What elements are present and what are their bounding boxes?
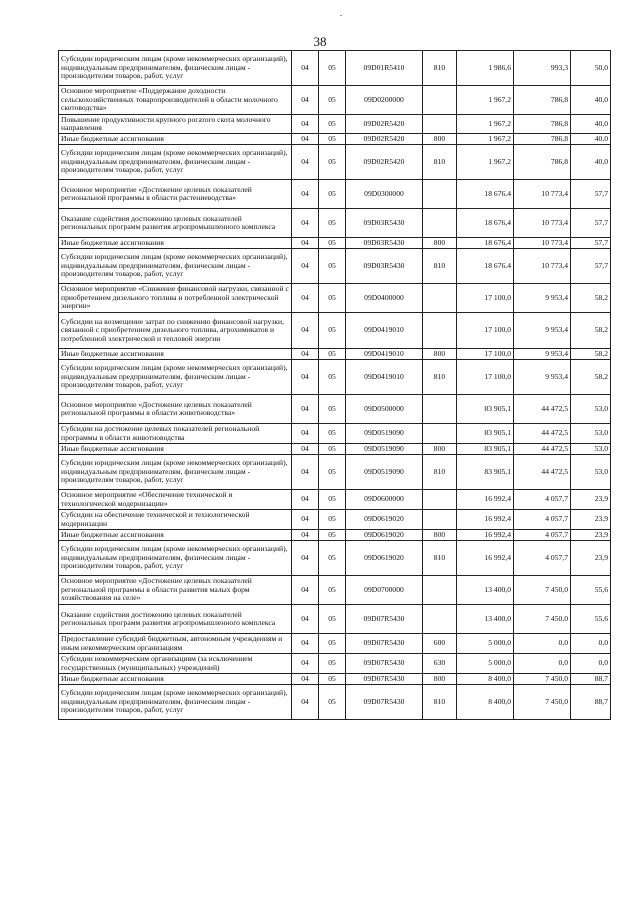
row-rz: 04 <box>292 530 319 541</box>
table-body <box>59 51 611 720</box>
row-fact: 44 472,5 <box>514 424 571 444</box>
row-fact: 4 057,7 <box>514 490 571 510</box>
row-name: Субсидии юридическим лицам (кроме некоммерческих организаций), индивидуальным предпринимателям, физическим лицам - производителям товаров, работ, услуг <box>59 685 292 720</box>
table-row <box>59 395 611 424</box>
row-fact: 7 450,0 <box>514 576 571 605</box>
row-vr: 810 <box>423 685 457 720</box>
row-csr: 09D07R5430 <box>346 605 423 634</box>
table-row <box>59 115 611 134</box>
row-name: Субсидии юридическим лицам (кроме некоммерческих организаций), индивидуальным предпринимателям, физическим лицам - производителям товаров, работ, услуг <box>59 51 292 86</box>
row-rz: 04 <box>292 444 319 455</box>
row-percent: 40,0 <box>571 145 611 180</box>
row-name: Субсидии юридическим лицам (кроме некоммерческих организаций), индивидуальным предпринимателям, физическим лицам - производителям товаров, работ, услуг <box>59 145 292 180</box>
row-fact: 786,8 <box>514 86 571 115</box>
row-plan: 17 100,0 <box>457 284 514 313</box>
row-fact: 10 773,4 <box>514 249 571 284</box>
row-percent: 58,2 <box>571 349 611 360</box>
row-fact: 993,3 <box>514 51 571 86</box>
row-vr <box>423 605 457 634</box>
row-fact: 9 953,4 <box>514 313 571 349</box>
row-name: Основное мероприятие «Достижение целевых показателей региональной программы в области животноводства» <box>59 395 292 424</box>
row-vr: 810 <box>423 51 457 86</box>
row-name: Иные бюджетные ассигнования <box>59 530 292 541</box>
row-name: Субсидии юридическим лицам (кроме некоммерческих организаций), индивидуальным предпринимателям, физическим лицам - производителям товаров, работ, услуг <box>59 249 292 284</box>
row-plan: 8 400,0 <box>457 685 514 720</box>
row-pr: 05 <box>319 360 346 395</box>
row-fact: 44 472,5 <box>514 455 571 490</box>
row-percent: 23,9 <box>571 530 611 541</box>
row-plan: 83 905,1 <box>457 444 514 455</box>
row-csr: 09D03R5430 <box>346 238 423 249</box>
scan-mark <box>340 15 342 16</box>
row-csr: 09D0400000 <box>346 284 423 313</box>
table-row <box>59 530 611 541</box>
row-pr: 05 <box>319 238 346 249</box>
row-plan: 17 100,0 <box>457 313 514 349</box>
row-percent: 23,9 <box>571 510 611 530</box>
row-pr: 05 <box>319 51 346 86</box>
row-csr: 09D02R5420 <box>346 115 423 134</box>
row-pr: 05 <box>319 424 346 444</box>
row-rz: 04 <box>292 313 319 349</box>
row-plan: 18 676,4 <box>457 249 514 284</box>
row-name: Повышение продуктивности крупного рогатого скота молочного направления <box>59 115 292 134</box>
row-plan: 1 967,2 <box>457 134 514 145</box>
row-csr: 09D0419010 <box>346 313 423 349</box>
row-rz: 04 <box>292 424 319 444</box>
row-rz: 04 <box>292 209 319 238</box>
page-number: 38 <box>313 34 327 49</box>
row-percent: 53,0 <box>571 455 611 490</box>
row-pr: 05 <box>319 490 346 510</box>
row-fact: 7 450,0 <box>514 605 571 634</box>
row-pr: 05 <box>319 349 346 360</box>
row-name: Субсидии на возмещение затрат по снижению финансовой нагрузки, связанной с приобретением дизельного топлива, агрохимикатов и потребленной электрической и тепловой энергии <box>59 313 292 349</box>
row-name: Субсидии юридическим лицам (кроме некоммерческих организаций), индивидуальным предпринимателям, физическим лицам - производителям товаров, работ, услуг <box>59 360 292 395</box>
row-percent: 57,7 <box>571 249 611 284</box>
row-vr <box>423 490 457 510</box>
table-row <box>59 313 611 349</box>
row-pr: 05 <box>319 134 346 145</box>
row-csr: 09D0519090 <box>346 424 423 444</box>
row-name: Субсидии на достижение целевых показателей региональной программы в области животноводства <box>59 424 292 444</box>
row-vr: 810 <box>423 455 457 490</box>
row-fact: 9 953,4 <box>514 349 571 360</box>
row-percent: 23,9 <box>571 541 611 576</box>
table-row <box>59 654 611 674</box>
row-pr: 05 <box>319 313 346 349</box>
row-pr: 05 <box>319 284 346 313</box>
row-vr: 810 <box>423 541 457 576</box>
row-csr: 09D0600000 <box>346 490 423 510</box>
row-name: Основное мероприятие «Обеспечение технической и технологической модернизации» <box>59 490 292 510</box>
row-csr: 09D01R5410 <box>346 51 423 86</box>
row-vr: 800 <box>423 674 457 685</box>
row-vr <box>423 209 457 238</box>
row-pr: 05 <box>319 654 346 674</box>
row-vr: 600 <box>423 634 457 654</box>
row-rz: 04 <box>292 490 319 510</box>
row-percent: 57,7 <box>571 209 611 238</box>
table-row <box>59 180 611 209</box>
row-percent: 40,0 <box>571 86 611 115</box>
row-pr: 05 <box>319 86 346 115</box>
row-plan: 1 967,2 <box>457 115 514 134</box>
row-percent: 57,7 <box>571 238 611 249</box>
table-row <box>59 576 611 605</box>
row-fact: 10 773,4 <box>514 238 571 249</box>
row-vr <box>423 395 457 424</box>
table-row <box>59 490 611 510</box>
row-fact: 10 773,4 <box>514 180 571 209</box>
row-plan: 18 676,4 <box>457 209 514 238</box>
row-pr: 05 <box>319 530 346 541</box>
table-row <box>59 134 611 145</box>
row-name: Иные бюджетные ассигнования <box>59 134 292 145</box>
row-percent: 40,0 <box>571 134 611 145</box>
row-vr: 630 <box>423 654 457 674</box>
row-rz: 04 <box>292 455 319 490</box>
row-vr <box>423 86 457 115</box>
row-plan: 16 992,4 <box>457 490 514 510</box>
row-plan: 5 000,0 <box>457 654 514 674</box>
row-rz: 04 <box>292 634 319 654</box>
row-plan: 13 400,0 <box>457 576 514 605</box>
row-pr: 05 <box>319 685 346 720</box>
row-pr: 05 <box>319 145 346 180</box>
row-name: Иные бюджетные ассигнования <box>59 444 292 455</box>
row-plan: 16 992,4 <box>457 510 514 530</box>
row-percent: 0,0 <box>571 654 611 674</box>
row-name: Иные бюджетные ассигнования <box>59 349 292 360</box>
row-vr <box>423 576 457 605</box>
row-fact: 4 057,7 <box>514 541 571 576</box>
row-pr: 05 <box>319 209 346 238</box>
row-plan: 16 992,4 <box>457 541 514 576</box>
row-plan: 1 967,2 <box>457 86 514 115</box>
row-vr <box>423 424 457 444</box>
row-fact: 10 773,4 <box>514 209 571 238</box>
row-name: Основное мероприятие «Снижение финансовой нагрузки, связанной с приобретением дизельного топлива и потребленной электрической энергии» <box>59 284 292 313</box>
row-rz: 04 <box>292 249 319 284</box>
row-vr: 800 <box>423 134 457 145</box>
row-vr <box>423 313 457 349</box>
row-percent: 58,2 <box>571 313 611 349</box>
table-row <box>59 349 611 360</box>
row-percent: 55,6 <box>571 576 611 605</box>
table-row <box>59 444 611 455</box>
table-row <box>59 209 611 238</box>
row-rz: 04 <box>292 145 319 180</box>
row-vr: 810 <box>423 249 457 284</box>
row-percent: 50,0 <box>571 51 611 86</box>
row-fact: 786,8 <box>514 145 571 180</box>
row-rz: 04 <box>292 360 319 395</box>
row-fact: 786,8 <box>514 115 571 134</box>
row-name: Оказание содействия достижению целевых показателей региональных программ развития агропромышленного комплекса <box>59 209 292 238</box>
row-fact: 44 472,5 <box>514 395 571 424</box>
row-pr: 05 <box>319 115 346 134</box>
row-rz: 04 <box>292 605 319 634</box>
row-fact: 44 472,5 <box>514 444 571 455</box>
row-percent: 23,9 <box>571 490 611 510</box>
row-plan: 16 992,4 <box>457 530 514 541</box>
table-row <box>59 424 611 444</box>
row-percent: 53,0 <box>571 424 611 444</box>
row-csr: 09D07R5430 <box>346 654 423 674</box>
row-pr: 05 <box>319 395 346 424</box>
row-plan: 17 100,0 <box>457 349 514 360</box>
row-vr <box>423 510 457 530</box>
row-plan: 83 905,1 <box>457 424 514 444</box>
row-rz: 04 <box>292 674 319 685</box>
row-csr: 09D0519090 <box>346 444 423 455</box>
row-name: Иные бюджетные ассигнования <box>59 238 292 249</box>
row-csr: 09D0200000 <box>346 86 423 115</box>
row-name: Предоставление субсидий бюджетным, автономным учреждениям и иным некоммерческим организациям <box>59 634 292 654</box>
row-vr: 800 <box>423 238 457 249</box>
row-rz: 04 <box>292 86 319 115</box>
row-csr: 09D0419010 <box>346 349 423 360</box>
row-vr <box>423 115 457 134</box>
row-percent: 88,7 <box>571 674 611 685</box>
table-row <box>59 455 611 490</box>
table-row <box>59 238 611 249</box>
row-name: Субсидии на обеспечение технической и технологической модернизации <box>59 510 292 530</box>
row-fact: 9 953,4 <box>514 360 571 395</box>
row-rz: 04 <box>292 510 319 530</box>
table-row <box>59 634 611 654</box>
row-percent: 53,0 <box>571 444 611 455</box>
row-rz: 04 <box>292 541 319 576</box>
row-csr: 09D0500000 <box>346 395 423 424</box>
row-percent: 58,2 <box>571 360 611 395</box>
row-vr <box>423 284 457 313</box>
row-rz: 04 <box>292 51 319 86</box>
row-plan: 18 676,4 <box>457 180 514 209</box>
row-name: Субсидии юридическим лицам (кроме некоммерческих организаций), индивидуальным предпринимателям, физическим лицам - производителям товаров, работ, услуг <box>59 455 292 490</box>
row-pr: 05 <box>319 444 346 455</box>
row-rz: 04 <box>292 395 319 424</box>
row-csr: 09D0619020 <box>346 510 423 530</box>
row-fact: 7 450,0 <box>514 685 571 720</box>
table-row <box>59 86 611 115</box>
table-row <box>59 145 611 180</box>
table-row <box>59 674 611 685</box>
row-vr: 800 <box>423 349 457 360</box>
table-row <box>59 51 611 86</box>
row-csr: 09D0700000 <box>346 576 423 605</box>
row-csr: 09D0619020 <box>346 541 423 576</box>
row-vr: 810 <box>423 360 457 395</box>
row-vr <box>423 180 457 209</box>
row-plan: 8 400,0 <box>457 674 514 685</box>
row-plan: 1 967,2 <box>457 145 514 180</box>
row-plan: 83 905,1 <box>457 455 514 490</box>
row-name: Субсидии юридическим лицам (кроме некоммерческих организаций), индивидуальным предпринимателям, физическим лицам - производителям товаров, работ, услуг <box>59 541 292 576</box>
row-plan: 17 100,0 <box>457 360 514 395</box>
row-fact: 4 057,7 <box>514 510 571 530</box>
table-row <box>59 360 611 395</box>
row-plan: 18 676,4 <box>457 238 514 249</box>
table-row <box>59 249 611 284</box>
row-csr: 09D03R5430 <box>346 209 423 238</box>
table-row <box>59 541 611 576</box>
row-percent: 40,0 <box>571 115 611 134</box>
row-pr: 05 <box>319 674 346 685</box>
table-row <box>59 284 611 313</box>
row-vr: 800 <box>423 444 457 455</box>
row-fact: 786,8 <box>514 134 571 145</box>
row-csr: 09D02R5420 <box>346 134 423 145</box>
row-fact: 4 057,7 <box>514 530 571 541</box>
row-csr: 09D03R5430 <box>346 249 423 284</box>
row-rz: 04 <box>292 115 319 134</box>
row-csr: 09D07R5430 <box>346 634 423 654</box>
row-rz: 04 <box>292 685 319 720</box>
row-vr: 810 <box>423 145 457 180</box>
row-fact: 7 450,0 <box>514 674 571 685</box>
row-percent: 88,7 <box>571 685 611 720</box>
row-name: Основное мероприятие «Достижение целевых показателей региональной программы в области растениеводства» <box>59 180 292 209</box>
table-row <box>59 510 611 530</box>
row-percent: 57,7 <box>571 180 611 209</box>
row-name: Субсидии некоммерческим организациям (за исключением государственных (муниципальных) учреждений) <box>59 654 292 674</box>
row-csr: 09D07R5430 <box>346 685 423 720</box>
row-rz: 04 <box>292 349 319 360</box>
row-pr: 05 <box>319 455 346 490</box>
row-fact: 0,0 <box>514 654 571 674</box>
row-csr: 09D0419010 <box>346 360 423 395</box>
table-row <box>59 605 611 634</box>
row-percent: 0,0 <box>571 634 611 654</box>
row-plan: 13 400,0 <box>457 605 514 634</box>
row-plan: 1 986,6 <box>457 51 514 86</box>
row-rz: 04 <box>292 134 319 145</box>
row-pr: 05 <box>319 634 346 654</box>
row-fact: 0,0 <box>514 634 571 654</box>
table-row <box>59 685 611 720</box>
row-pr: 05 <box>319 180 346 209</box>
row-pr: 05 <box>319 510 346 530</box>
row-name: Иные бюджетные ассигнования <box>59 674 292 685</box>
row-name: Оказание содействия достижению целевых показателей региональных программ развития агропромышленного комплекса <box>59 605 292 634</box>
row-name: Основное мероприятие «Поддержание доходности сельскохозяйственных товаропроизводителей в области молочного скотоводства» <box>59 86 292 115</box>
row-csr: 09D07R5430 <box>346 674 423 685</box>
row-plan: 83 905,1 <box>457 395 514 424</box>
row-name: Основное мероприятие «Достижение целевых показателей региональной программы в области развития малых форм хозяйствования на селе» <box>59 576 292 605</box>
row-percent: 58,2 <box>571 284 611 313</box>
row-csr: 09D0519090 <box>346 455 423 490</box>
row-rz: 04 <box>292 284 319 313</box>
row-csr: 09D0300000 <box>346 180 423 209</box>
row-pr: 05 <box>319 605 346 634</box>
row-rz: 04 <box>292 654 319 674</box>
row-percent: 53,0 <box>571 395 611 424</box>
row-fact: 9 953,4 <box>514 284 571 313</box>
row-rz: 04 <box>292 180 319 209</box>
row-rz: 04 <box>292 238 319 249</box>
row-pr: 05 <box>319 576 346 605</box>
row-vr: 800 <box>423 530 457 541</box>
row-plan: 5 000,0 <box>457 634 514 654</box>
budget-table <box>58 50 611 720</box>
row-rz: 04 <box>292 576 319 605</box>
row-csr: 09D02R5420 <box>346 145 423 180</box>
row-percent: 55,6 <box>571 605 611 634</box>
row-pr: 05 <box>319 249 346 284</box>
row-csr: 09D0619020 <box>346 530 423 541</box>
row-pr: 05 <box>319 541 346 576</box>
